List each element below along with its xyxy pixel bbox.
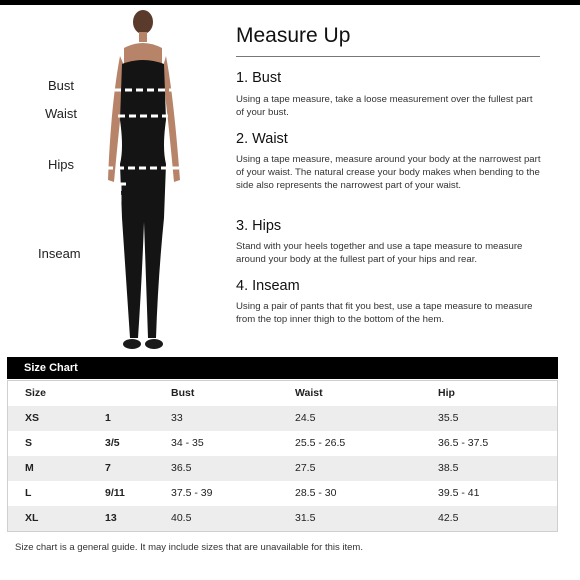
row-bust: 36.5 <box>171 462 192 474</box>
figure-label-hips: Hips <box>48 157 75 172</box>
row-hip: 42.5 <box>438 512 459 524</box>
row-waist: 31.5 <box>295 512 316 524</box>
step-inseam-text: Using a pair of pants that fit you best, use a tape measure to measure from the top inner thigh to the bottom of the hem. <box>236 301 533 325</box>
row-size: S <box>25 437 33 449</box>
size-chart-title: Size Chart <box>24 362 78 374</box>
table-row <box>8 456 557 481</box>
row-size: M <box>25 462 34 474</box>
figure-label-inseam: Inseam <box>38 246 81 261</box>
row-numeric-size: 9/11 <box>105 487 125 499</box>
row-hip: 39.5 - 41 <box>438 487 480 499</box>
row-hip: 38.5 <box>438 462 459 474</box>
title-divider <box>236 56 540 57</box>
row-numeric-size: 1 <box>105 412 111 424</box>
row-bust: 34 - 35 <box>171 437 204 449</box>
row-numeric-size: 3/5 <box>105 437 120 449</box>
row-waist: 25.5 - 26.5 <box>295 437 346 449</box>
row-waist: 24.5 <box>295 412 316 424</box>
row-bust: 40.5 <box>171 512 192 524</box>
step-waist-text: Using a tape measure, measure around your body at the narrowest part of your waist. The natural crease your body makes when bending to the side also represents the narrowest part of your waist. <box>236 154 541 191</box>
measure-up-title: Measure Up <box>236 24 351 47</box>
table-row <box>8 506 557 531</box>
row-bust: 37.5 - 39 <box>171 487 213 499</box>
row-waist: 27.5 <box>295 462 316 474</box>
row-size: XL <box>25 512 39 524</box>
table-row <box>8 481 557 506</box>
step-hips-text: Stand with your heels together and use a tape measure to measure around your body at the fullest part of your hips and rear. <box>236 241 523 265</box>
step-bust-heading: 1. Bust <box>236 70 282 86</box>
size-chart-footnote: Size chart is a general guide. It may include sizes that are unavailable for this item. <box>15 542 363 553</box>
header-waist: Waist <box>295 387 323 399</box>
table-row <box>8 406 557 431</box>
size-chart-header <box>7 357 558 379</box>
row-size: L <box>25 487 32 499</box>
figure-label-bust: Bust <box>48 78 75 93</box>
model-figure-illustration <box>96 8 192 356</box>
row-numeric-size: 7 <box>105 462 111 474</box>
step-hips-heading: 3. Hips <box>236 218 282 234</box>
header-bust: Bust <box>171 387 195 399</box>
row-numeric-size: 13 <box>105 512 117 524</box>
table-header-row <box>8 381 557 406</box>
top-border <box>0 0 580 5</box>
row-hip: 35.5 <box>438 412 459 424</box>
figure-label-waist: Waist <box>45 106 78 121</box>
step-bust-text: Using a tape measure, take a loose measurement over the fullest part of your bust. <box>236 94 533 118</box>
step-inseam-heading: 4. Inseam <box>236 278 300 294</box>
step-waist-heading: 2. Waist <box>236 131 288 147</box>
header-size: Size <box>25 387 47 399</box>
row-hip: 36.5 - 37.5 <box>438 437 489 449</box>
row-size: XS <box>25 412 40 424</box>
table-row <box>8 431 557 456</box>
row-waist: 28.5 - 30 <box>295 487 337 499</box>
size-chart-table <box>7 380 558 532</box>
row-bust: 33 <box>171 412 183 424</box>
header-hip: Hip <box>438 387 455 399</box>
